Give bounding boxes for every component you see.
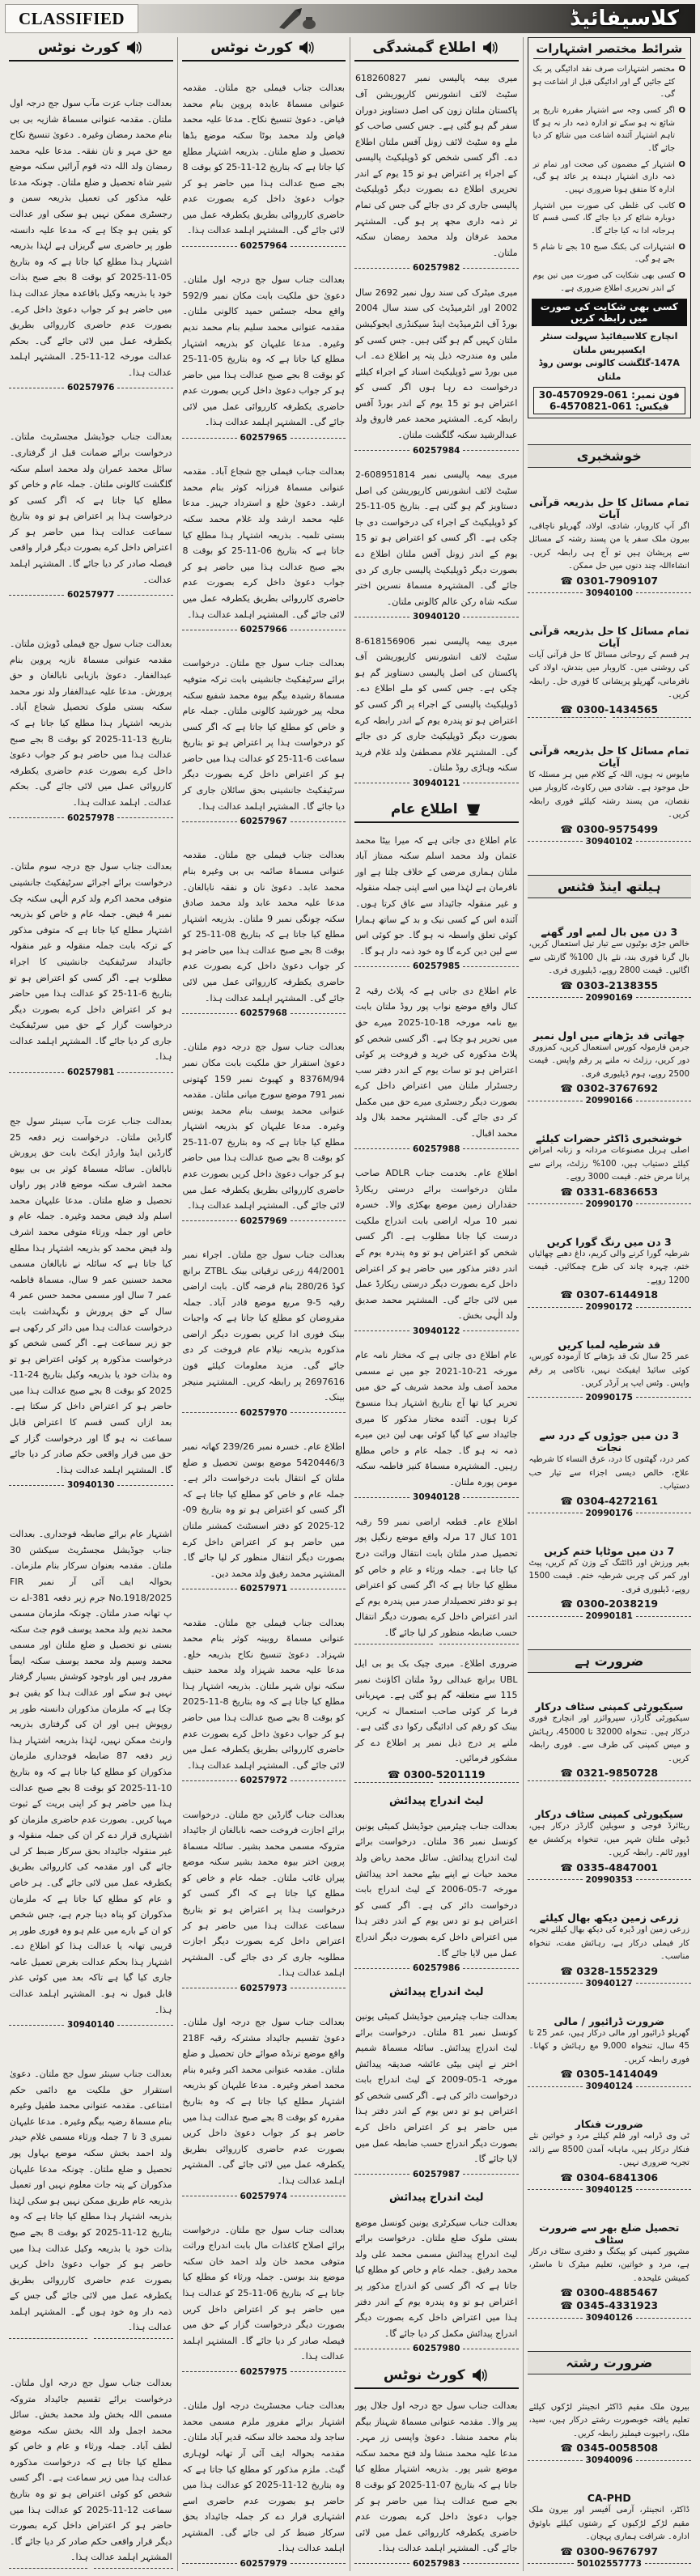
classified-ad bbox=[182, 2222, 346, 2379]
ad-ref-number: 30940126 bbox=[585, 2313, 633, 2323]
phone-number: فیکس: 061-4570821-6 bbox=[549, 401, 669, 413]
ad-ref bbox=[182, 2367, 346, 2377]
classified-ad bbox=[9, 428, 173, 602]
classified-ad bbox=[9, 1113, 173, 1492]
ad-text: اصلی ہربل مصنوعات مردانہ و زنانہ امراض کیلئے دستیاب ہیں، 100% رزلٹ، پرانے سے پرانا مرض ختم۔ قیمت 3000 روپے۔ bbox=[528, 1146, 689, 1182]
ad-title: 3 دن میں جوڑوں کے درد سے نجات bbox=[539, 1429, 680, 1454]
ad-ref bbox=[182, 2559, 346, 2569]
contact-line: انچارج کلاسیفائیڈ سہولت سنٹر ایکسپریس ملتان bbox=[541, 331, 678, 355]
ad-text: بعدالت جناب چیئرمین جوڈیشل کمیٹی یونین کونسل نمبر 81 ملتان۔ درخواست برائے لیٹ اندراج پیدائش۔ سائلہ مسماۃ شمیم اختر نے اپنی بیٹی عائشہ صدیقہ پیدائش مورخہ 1-05-2009 کے لیٹ اندراج بابت درخواست دائر کی ہے۔ اگر کسی شخص کو اعتراض ہو تو دس یوم کے اندر دفتر ہذا میں حاضر ہو کر اعتراض داخل کرے بصورت دیگر اندراج حسب ضابطہ عمل میں لایا جائے گا۔ bbox=[355, 2010, 518, 2165]
ad-ref bbox=[182, 241, 346, 251]
ad-text: اشتہار عام برائے ضابطہ فوجداری۔ بعدالت جناب جوڈیشل مجسٹریٹ سیکشن 30 ملتان۔ مقدمہ بعنوان سرکار بنام ملزمان۔ بحوالہ ایف آئی آر نمبر FIR No.1918/2025 جرم زیر دفعہ 381-اے ت پ تھانہ صدر ملتان۔ چونکہ ملزمان مسمی محمد ندیم ولد محمد یوسف قوم جٹ سکنہ بستی نو تحصیل و ضلع ملتان اور مسمی محمد وسیم ولد محمد یوسف سکنہ ایضاً مفرور ہیں اور باوجود کوشش بسیار گرفتار نہیں ہو سکے اور عدالت ہذا کو یقین ہو چکا ہے کہ ملزمان مذکوران دانستہ طور پر روپوش ہیں اور ان کی گرفتاری بذریعہ وارنٹ ممکن نہیں، لہٰذا بذریعہ اشتہار ہذا زیر دفعہ 87 ضابطہ فوجداری ملزمان مذکوران کو مطلع کیا جاتا ہے کہ وہ بتاریخ 10-11-2025 کو بوقت 8 بجے صبح عدالت ہذا میں حاضر ہو کر اپنی بریت کے ثبوت مہیا کریں۔ بصورت عدم حاضری ملزمان کو اشتہاری قرار دے کر ان کی جملہ منقولہ و غیر منقولہ جائیداد بحق سرکار ضبط کر لی جائے گی اور مقدمہ کی کارروائی بطریق یکطرفہ عمل میں لائی جائے گی۔ ہر خاص و عام کو مطلع کیا جاتا ہے کہ ملزمان مذکوران کو پناہ دینا جرم ہے، جس شخص کو ان کے بارے میں علم ہو وہ فوری طور پر قریبی تھانہ یا عدالت ہذا کو اطلاع دے۔ اشتہار ہذا بحکم عدالت بغرض تعمیل عامہ جاری کیا گیا ہے تاکہ بعد میں کوئی عذر قابل قبول نہ ہو۔ المشتہر اہلمد عدالت ہذا۔ bbox=[10, 1529, 172, 2015]
ad-text: بعدالت جناب فیملی جج ملتان۔ مقدمہ عنوانی مسماۃ صائمہ بی بی وغیرہ بنام محمد عابد۔ دعویٰ نان و نفقہ نابالغان۔ مدعا علیہ محمد عابد ولد محمد صادق سکنہ چونگی نمبر 9 ملتان۔ بذریعہ اشتہار مطلع کیا جاتا ہے کہ بتاریخ 08-11-25 کو بوقت 8 بجے صبح عدالت ہذا میں حاضر ہو کر جواب دعویٰ داخل کرے بصورت عدم حاضری یکطرفہ کارروائی عمل میں لائی جائے گی۔ المشتہر اہلمد عدالت ہذا۔ bbox=[182, 850, 345, 1004]
ad-text: میری میٹرک کی سند رول نمبر 2692 سال 2002 اور انٹرمیڈیٹ کی سند سال 2004 بورڈ آف انٹرمیڈیٹ اینڈ سیکنڈری ایجوکیشن ملتان کہیں گم ہو گئی ہیں۔ جس کسی کو ملیں وہ مندرجہ ذیل پتہ پر اطلاع دے۔ اب میں بورڈ سے ڈوپلیکیٹ اسناد کے اجراء کیلئے درخواست دے رہا ہوں اگر کسی کو اعتراض ہو تو 15 یوم کے اندر بورڈ آفس رابطہ کرے۔ المشتہر محمد عمر فاروق ولد عبدالرشید سکنہ گلگشت ملتان۔ bbox=[355, 286, 518, 441]
ad-ref-number: 20990175 bbox=[585, 1392, 633, 1403]
ad-text: بعدالت جناب سول جج ملتان۔ اجراء نمبر 44/2001 زرعی ترقیاتی بینک ZTBL برانچ کوڈ 280/26 بنام قرضہ گان۔ بابت اراضی رقبہ 5-9 مربع موضع قادر آباد۔ جملہ مقروضان کو مطلع کیا جاتا ہے کہ واجبات بینک فوری ادا کریں بصورت دیگر اراضی مذکورہ بذریعہ نیلام عام فروخت کر دی جائے گی۔ مزید معلومات کیلئے فون 2697616 پر رابطہ کریں۔ المشتہر منیجر بینک۔ bbox=[182, 1250, 345, 1403]
contact-line: 147A-گلگشت کالونی بوسن روڈ ملتان bbox=[538, 358, 680, 382]
ad-ref bbox=[9, 2020, 173, 2030]
ad-ref bbox=[182, 1776, 346, 1785]
ad-text: کمر درد، گھٹنوں کا درد، عرق النساء کا شرطیہ علاج، خالص دیسی اجزاء سے تیار حب دستیاب۔ bbox=[528, 1455, 689, 1492]
ad-ref-number: 30940100 bbox=[585, 588, 633, 598]
ad-phone: ☎ 0328-1552329 bbox=[560, 1964, 659, 1977]
classified-ad bbox=[182, 655, 346, 829]
ad-title: زرعی زمین دیکھ بھال کیلئے bbox=[539, 1912, 679, 1925]
classified-ad bbox=[354, 633, 519, 791]
ad-ref bbox=[182, 1408, 346, 1418]
phone-box bbox=[533, 387, 686, 414]
ad-ref-number: 60257967 bbox=[240, 817, 287, 827]
ad-ref-number: 50102557773 bbox=[576, 2558, 642, 2569]
ad-ref-number: 60257983 bbox=[413, 2558, 460, 2569]
ad-text: جرمن فارمولہ کورس استعمال کریں، کمزوری دور کریں، رزلٹ نہ ملنے پر رقم واپس۔ قیمت 2500 روپے، ہوم ڈیلیوری فری۔ bbox=[528, 1042, 689, 1079]
ad-ref bbox=[528, 1780, 692, 1781]
ad-text: بیرون ملک مقیم ڈاکٹر انجینئر لڑکوں کیلئے تعلیم یافتہ خوبصورت رشتے درکار ہیں، سید، ملک، راجپوت فیملیز رابطہ کریں۔ bbox=[528, 2402, 689, 2438]
section-header bbox=[354, 2365, 519, 2389]
columns-area bbox=[5, 37, 695, 2571]
ad-title: 7 دن میں موٹاپا ختم کریں bbox=[544, 1544, 675, 1557]
ad-phone: ☎ 0300-5201119 bbox=[387, 1768, 486, 1780]
ad-text: سیکیورٹی گارڈز، سپروائزر اور انچارج فوری درکار ہیں۔ تنخواہ 32000 تا 45000، رہائش و میس کمپنی کی طرف سے۔ فوری رابطہ کریں۔ bbox=[528, 1714, 689, 1763]
ad-phone: ☎ 0300-2038219 bbox=[560, 1598, 659, 1611]
ad-text: شرطیہ گورا کرنے والی کریم، داغ دھبے چھائیاں ختم، چہرہ چاند کی طرح چمکائیں۔ قیمت 1200 روپے۔ bbox=[528, 1249, 689, 1285]
classified-ad bbox=[9, 858, 173, 1080]
subsection-title: لیٹ اندراج پیدائش bbox=[388, 1985, 484, 1998]
ad-ref-number: 20990170 bbox=[585, 1199, 633, 1209]
ad-ref-number: 60257988 bbox=[413, 1144, 460, 1154]
ad-text: بعدالت جناب فیملی جج شجاع آباد۔ مقدمہ عنوانی مسماۃ فرزانہ کوثر بنام محمد ارشد۔ دعویٰ خلع و استرداد جہیز۔ مدعا علیہ محمد ارشد ولد غلام محمد سکنہ بستی تلمبہ۔ بذریعہ اشتہار ہذا مطلع کیا جاتا ہے کہ بتاریخ 06-11-25 کو بوقت 8 بجے صبح عدالت ہذا میں حاضر ہو کر جواب دعویٰ داخل کرے بصورت عدم حاضری کارروائی بطریق یکطرفہ عمل میں لائی جائے گی۔ المشتہر اہلمد عدالت ہذا۔ bbox=[182, 466, 345, 620]
ad-text: بعدالت جناب سول جج درجہ دوم ملتان۔ دعویٰ استقرار حق ملکیت بابت مکان نمبر 8376M/94 و کھیوٹ نمبر 159 کھتونی نمبر 791 موضع سورج میانی ملتان۔ مقدمہ عنوانی محمد یوسف بنام محمد یونس وغیرہ۔ مدعا علیہان کو بذریعہ اشتہار مطلع کیا جاتا ہے کہ وہ بتاریخ 07-11-25 کو بوقت 8 بجے صبح عدالت ہذا میں حاضر ہو کر جواب دعویٰ داخل کریں بصورت عدم حاضری کارروائی بطریق یکطرفہ عمل میں لائی جائے گی۔ المشتہر اہلمد عدالت ہذا۔ bbox=[182, 1042, 346, 1212]
ad-phone: ☎ 0345-0058508 bbox=[560, 2442, 659, 2455]
ad-text: مشہور کمپنی کو پیکنگ و دفتری سٹاف درکار ہے، مرد و خواتین، تعلیم میٹرک تا ماسٹر، کمیشن علیحدہ۔ bbox=[528, 2247, 689, 2283]
classified-ad bbox=[9, 635, 173, 825]
ad-ref bbox=[528, 2455, 692, 2465]
ad-ref bbox=[182, 817, 346, 826]
classified-column-1 bbox=[5, 37, 177, 2571]
classified-ad bbox=[528, 1428, 692, 1521]
ad-text: مایوس نہ ہوں، اللہ کے کلام میں ہر مسئلہ کا حل موجود ہے۔ شادی میں رکاوٹ، کاروبار میں نقصان، من پسند رشتہ کیلئے فوری رابطہ کریں۔ bbox=[528, 770, 689, 820]
ad-phone: ☎ 0335-4847001 bbox=[560, 1861, 659, 1874]
ad-text: بعدالت جناب گارڈین جج ملتان۔ درخواست برائے اجازت فروخت حصہ نابالغان از جائیداد متروکہ مسمی محمد بشیر۔ سائلہ مسماۃ پروین اختر بیوہ محمد بشیر سکنہ موضع پیراں غائب ملتان۔ جملہ عام و خاص کو مطلع کیا جاتا ہے کہ اگر کسی کو درخواست ہذا پر اعتراض ہو تو بتاریخ سماعت عدالت ہذا میں حاضر ہو کر اعتراض داخل کرے بصورت دیگر اجازت مطلوبہ جاری کر دی جائے گی۔ المشتہر اہلمد عدالت ہذا۔ bbox=[182, 1809, 345, 1979]
megaphone-icon bbox=[126, 40, 144, 55]
ad-text: اگر آپ کاروبار، شادی، اولاد، گھریلو ناچاقی، بیرون ملک سفر یا من پسند رشتہ کے مسائل سے پریشان ہیں تو آج ہی رابطہ کریں۔ انشاءاللہ چند دنوں میں حل ممکن۔ bbox=[528, 521, 689, 571]
ad-title: تحصیل ضلع بھر سے ضرورت سٹاف bbox=[539, 2221, 680, 2246]
ad-text: بعدالت جناب سینئر سول جج ملتان۔ دعویٰ استقرار حق ملکیت مع دائمی حکم امتناعی۔ مقدمہ عنوانی محمد طفیل وغیرہ بنام مسماۃ رضیہ بیگم وغیرہ۔ مدعا علیہان نمبری 3 تا 7 جملہ ورثاء مسمی غلام حیدر ولد احمد بخش سکنہ موضع بہاول پور تحصیل و ضلع ملتان۔ چونکہ مدعا علیہان مذکوران کے پتہ جات معلوم نہیں اور تعمیل بذریعہ عام طریق ممکن نہیں ہو سکی لہٰذا بذریعہ اشتہار ہذا مطلع کیا جاتا ہے کہ وہ بتاریخ 12-11-2025 کو بوقت 8 بجے صبح بذات خود یا بذریعہ وکیل عدالت ہذا میں حاضر ہو کر جواب دعویٰ داخل کریں بصورت عدم حاضری کارروائی بطریق یکطرفہ عمل میں لائی جائے گی جس کے ذمہ دار وہ خود ہوں گے۔ المشتہر اہلمد عدالت ہذا۔ bbox=[10, 2069, 172, 2333]
ad-ref bbox=[528, 1979, 692, 1988]
section-bar: ہیلتھ اینڈ فٹنس bbox=[528, 875, 692, 898]
ad-text: بعدالت جناب مجسٹریٹ درجہ اول ملتان۔ اشتہار برائے مفرور ملزم مسمی محمد ساجد ولد محمد خالد سکنہ قدیر آباد ملتان۔ مقدمہ بحوالہ ایف آئی آر تھانہ لوہاری گیٹ۔ ملزم مذکور کو مطلع کیا جاتا ہے کہ وہ بتاریخ 12-11-2025 کو عدالت ہذا میں حاضر ہو بصورت عدم حاضری اسے اشتہاری قرار دے کر جملہ جائیداد بحق سرکار ضبط کر لی جائے گی۔ المشتہر اہلمد عدالت ہذا۔ bbox=[182, 2400, 345, 2554]
section-header bbox=[9, 37, 173, 62]
megaphone-icon bbox=[299, 40, 316, 55]
classified-ad bbox=[182, 2397, 346, 2571]
ad-ref bbox=[528, 588, 692, 598]
classified-english-title: CLASSIFIED bbox=[5, 4, 138, 33]
ad-phone: ☎ 0304-6841306 bbox=[560, 2171, 659, 2183]
ad-ref bbox=[528, 1096, 692, 1106]
ad-ref-number: 30940120 bbox=[413, 612, 460, 622]
megaphone-icon bbox=[472, 2368, 490, 2383]
ad-ref bbox=[354, 2559, 519, 2569]
classified-ad bbox=[9, 95, 173, 395]
classified-column-2 bbox=[177, 37, 350, 2571]
ad-ref bbox=[528, 993, 692, 1003]
classified-ad bbox=[354, 1513, 519, 1647]
ad-ref-number: 60257970 bbox=[240, 1407, 287, 1418]
terms-bullet: O اشتہارات کی بکنگ صبح 10 بجے تا شام 5 بجے ہو گی۔ bbox=[533, 241, 686, 266]
ad-title: سیکیورٹی کمپنی سٹاف درکار bbox=[535, 1700, 684, 1713]
classified-ad bbox=[528, 924, 692, 1005]
ad-text: ریٹائرڈ فوجی و سویلین گارڈز درکار ہیں، ڈیوٹی ملتان شہر میں، تنخواہ پرکشش مع اوور ٹائم۔ رابطہ کریں۔ bbox=[528, 1822, 689, 1858]
ad-text: بعدالت جناب سول جج فیملی ڈویژن ملتان۔ مقدمہ عنوانی مسماۃ نازیہ پروین بنام عبدالغفار۔ دعویٰ بازیابی نابالغان و حق پرورش۔ مدعا علیہ عبدالغفار ولد نور محمد سکنہ بستی ملوک تحصیل شجاع آباد۔ بذریعہ اشتہار ہذا مطلع کیا جاتا ہے کہ بتاریخ 13-11-2025 کو بوقت 8 بجے صبح عدالت ہذا میں حاضر ہو کر جواب دعویٰ داخل کرے بصورت عدم حاضری یکطرفہ کارروائی عمل میں لائی جائے گی۔ بحکم عدالت۔ اہلمد عدالت ہذا۔ bbox=[10, 639, 172, 808]
ad-text: بعدالت جناب فیملی جج ملتان۔ مقدمہ عنوانی مسماۃ عابدہ پروین بنام محمد فیاض۔ دعویٰ تنسیخ نکاح۔ مدعا علیہ محمد فیاض ولد محمد بوٹا سکنہ موضع بڈھا تحصیل و ضلع ملتان۔ بذریعہ اشتہار مطلع کیا جاتا ہے کہ بتاریخ 12-11-25 کو بوقت 8 بجے صبح عدالت ہذا میں حاضر ہو کر جواب دعویٰ داخل کرے بصورت عدم حاضری کارروائی بطریق یکطرفہ عمل میں لائی جائے گی۔ المشتہر اہلمد عدالت ہذا۔ bbox=[182, 83, 346, 236]
classified-column-4 bbox=[523, 37, 696, 2571]
ad-phone: ☎ 0303-2138355 bbox=[560, 978, 659, 991]
section-header bbox=[354, 799, 519, 823]
ad-phone: ☎ 0301-7909107 bbox=[560, 574, 659, 587]
ad-ref-number: 60257966 bbox=[240, 625, 287, 635]
ad-text: بعدالت جناب عزت مآب سول جج درجہ اول ملتان۔ مقدمہ عنوانی مسماۃ شازیہ بی بی بنام محمد رمضان وغیرہ۔ دعویٰ تنسیخ نکاح مع حق مہر و نان نفقہ۔ مدعا علیہ محمد رمضان ولد اللہ دتہ قوم آرائیں سکنہ موضع شیر شاہ تحصیل و ضلع ملتان۔ چونکہ مدعا علیہ مذکور کی تعمیل بذریعہ سمن و رجسٹری ممکن نہیں ہو سکی اور عدالت کو یقین ہو چکا ہے کہ مدعا علیہ دانستہ طور پر حاضری سے گریزاں ہے لہٰذا بذریعہ اشتہار ہذا مطلع کیا جاتا ہے کہ وہ بتاریخ 05-11-2025 کو بوقت 8 بجے صبح بذات خود یا بذریعہ وکیل باقاعدہ مجاز عدالت ہذا میں حاضر ہو کر جواب دعویٰ داخل کرے۔ بصورت عدم حاضری کارروائی بطریق یکطرفہ عمل میں لائی جائے گی۔ بحکم عدالت مورخہ 12-11-25۔ المشتہر اہلمد عدالت ہذا۔ bbox=[10, 97, 172, 378]
ad-text: بعدالت جناب سول جج درجہ اول ملتان۔ درخواست برائے تقسیم جائیداد متروکہ مسمی اللہ بخش ولد محمد بخش۔ سائل محمد اجمل ولد اللہ بخش سکنہ موضع لطف آباد۔ جملہ ورثاء و عام و خاص کو مطلع کیا جاتا ہے کہ درخواست مذکورہ عدالت ہذا میں زیر سماعت ہے۔ اگر کسی شخص کو کوئی اعتراض ہو تو وہ بتاریخ سماعت 12-11-2025 کو عدالت ہذا میں حاضر ہو کر اعتراض داخل کرے بصورت دیگر قرار واقعی حکم صادر کر دیا جائے گا۔ المشتہر اہلمد عدالت ہذا۔ bbox=[10, 2377, 172, 2563]
ad-ref-number: 20990172 bbox=[585, 1302, 633, 1313]
classified-ad bbox=[528, 1028, 692, 1109]
ad-ref-number: 60257968 bbox=[240, 1008, 287, 1019]
classified-ad bbox=[182, 1806, 346, 1996]
ad-text: عمر 25 سال تک قد بڑھانے کا آزمودہ کورس، کوئی سائیڈ ایفیکٹ نہیں، ناکامی پر رقم واپس۔ وٹس ایپ پر آرڈر کریں۔ bbox=[528, 1352, 690, 1389]
section-header bbox=[354, 37, 519, 62]
classified-ad bbox=[354, 1165, 519, 1339]
ad-ref-number: 60257985 bbox=[413, 961, 460, 972]
classified-ad bbox=[354, 284, 519, 458]
ad-ref bbox=[528, 1875, 692, 1885]
ad-ref bbox=[354, 612, 519, 622]
classified-urdu-title: کلاسیفائیڈ bbox=[570, 6, 679, 31]
section-title: کورٹ نوٹس bbox=[383, 2366, 465, 2383]
ad-ref bbox=[528, 2082, 692, 2091]
ad-ref-number: 60257971 bbox=[240, 1584, 287, 1594]
ad-phone: ☎ 0300-9676797 bbox=[560, 2544, 659, 2557]
ad-ref-number: 60257965 bbox=[240, 433, 287, 443]
ad-ref bbox=[354, 1326, 519, 1336]
ad-ref-number: 60257981 bbox=[67, 1067, 115, 1077]
ad-text: بعدالت جناب سول جج ملتان۔ درخواست برائے سرٹیفکیٹ جانشینی بابت ترکہ متوفیہ مسماۃ رشیدہ بیگم بیوہ محمد شفیع سکنہ محلہ پیر خورشید کالونی ملتان۔ جملہ عام و خاص کو مطلع کیا جاتا ہے کہ اگر کسی کو درخواست ہذا پر اعتراض ہو تو بتاریخ سماعت 6-11-25 کو عدالت ہذا میں حاضر ہو کر اعتراض داخل کرے بصورت دیگر سرٹیفکیٹ جانشینی بحق سائلان جاری کر دیا جائے گا۔ المشتہر اہلمد عدالت ہذا۔ bbox=[182, 658, 345, 812]
section-title: اطلاع عام bbox=[390, 801, 458, 818]
classified-ad bbox=[354, 1655, 519, 1785]
ad-ref bbox=[9, 383, 173, 393]
ad-ref bbox=[528, 1611, 692, 1621]
ad-ref bbox=[9, 2568, 173, 2569]
ad-text: بعدالت جناب عزت مآب سینئر سول جج گارڈین ملتان۔ درخواست زیر دفعہ 25 گارڈین اینڈ وارڈز ایکٹ بابت حق پرورش نابالغان۔ سائلہ مسماۃ کوثر بی بی بیوہ محمد اشرف سکنہ موضع قادر پور راواں تحصیل و ضلع ملتان۔ مدعا علیہان محمد اسلم ولد فیض محمد وغیرہ۔ جملہ عام و خاص اور جملہ ورثاء متوفی محمد اشرف ولد فیض محمد کو بذریعہ اشتہار ہذا مطلع کیا جاتا ہے کہ سائلہ نے نابالغان مسمی محمد حسنین عمر 9 سال، مسماۃ فاطمہ عمر 7 سال اور مسمی محمد حسن عمر 4 سال کے حق پرورش و نگہداشت بابت درخواست عدالت ہذا میں دائر کر رکھی ہے جو زیر سماعت ہے۔ اگر کسی شخص کو درخواست مذکورہ پر کوئی اعتراض ہو تو وہ بذات خود یا بذریعہ وکیل بتاریخ 24-11-2025 کو بوقت 8 بجے صبح عدالت ہذا میں حاضر ہو کر اعتراض داخل کر سکتا ہے۔ بعد ازاں کسی قسم کا اعتراض قابل سماعت نہ ہو گا اور درخواست گزار کے حق میں قرار واقعی حکم صادر کر دیا جائے گا۔ المشتہر اہلمد عدالت ہذا۔ bbox=[10, 1115, 172, 1475]
ad-text: بعدالت جناب جوڈیشل مجسٹریٹ ملتان۔ درخواست برائے ضمانت قبل از گرفتاری۔ سائل محمد عمران ولد محمد اسلم سکنہ گلگشت کالونی ملتان۔ جملہ عام و خاص کو مطلع کیا جاتا ہے کہ اگر کسی کو درخواست ہذا پر اعتراض ہو تو وہ بتاریخ سماعت عدالت ہذا میں حاضر ہو کر اعتراض داخل کرے بصورت دیگر قرار واقعی فیصلہ صادر کر دیا جائے گا۔ المشتہر اہلمد عدالت۔ bbox=[10, 431, 172, 585]
classified-ad bbox=[354, 2008, 519, 2182]
ad-ref bbox=[354, 1492, 519, 1502]
ad-ref-number: 60257982 bbox=[413, 263, 460, 274]
ad-ref-number: 30940140 bbox=[67, 2020, 115, 2031]
terms-box bbox=[528, 37, 692, 418]
ad-ref bbox=[9, 2338, 173, 2339]
ad-ref-number: 60257973 bbox=[240, 1983, 287, 1993]
ad-ref bbox=[182, 1008, 346, 1018]
ad-ref-number: 30940125 bbox=[585, 2184, 633, 2195]
ad-title: 3 دن میں بال لمبے اور گھنے bbox=[541, 925, 678, 938]
ad-ref bbox=[354, 2170, 519, 2179]
phone-number: فون نمبر: 061-4570929-30 bbox=[538, 389, 680, 401]
ad-ref bbox=[528, 1199, 692, 1209]
classified-ad bbox=[528, 2116, 692, 2197]
ad-ref-number: 60257977 bbox=[67, 590, 115, 601]
ad-phone: ☎ 0300-4885467 bbox=[560, 2286, 659, 2299]
ad-text: عام اطلاع دی جاتی ہے کہ میرا بیٹا محمد عثمان ولد محمد اسلم سکنہ ممتاز آباد ملتان ہماری مرضی کے خلاف چلتا ہے اور نافرمان ہے لہٰذا میں اسے اپنی جملہ منقولہ و غیر منقولہ جائیداد سے عاق کرتا ہوں۔ آئندہ اس کے کسی نیک و بد کے ساتھ ہمارا کوئی تعلق واسطہ نہ ہو گا۔ جو کوئی اس سے لین دین کرے گا وہ خود ذمہ دار ہو گا۔ bbox=[355, 834, 518, 957]
ad-text: خالص جڑی بوٹیوں سے تیار تیل استعمال کریں، بال گرنا فوری بند، نئے بال 100% گارنٹی سے اگائیں۔ قیمت 2800 روپے، ڈیلیوری فری۔ bbox=[528, 939, 689, 976]
classified-ad bbox=[528, 2490, 692, 2571]
pen-inkwell-icon bbox=[276, 6, 318, 34]
ad-ref-number: 60257974 bbox=[240, 2191, 287, 2201]
ad-title: ضرورت فنکار bbox=[575, 2118, 643, 2131]
classified-ad bbox=[9, 2065, 173, 2341]
classified-ad bbox=[182, 1038, 346, 1228]
ad-phone: ☎ 0307-6144918 bbox=[560, 1288, 659, 1301]
ad-ref bbox=[182, 1984, 346, 1993]
classified-ad bbox=[528, 1910, 692, 1991]
classified-ad bbox=[528, 743, 692, 849]
classified-ad bbox=[354, 1347, 519, 1504]
ad-ref bbox=[182, 433, 346, 443]
ad-ref-number: 60257972 bbox=[240, 1776, 287, 1786]
section-bar: ضرورت ہے bbox=[528, 1649, 692, 1673]
ad-ref-number: 60257987 bbox=[413, 2169, 460, 2179]
ad-phone: ☎ 0302-3767692 bbox=[560, 1082, 659, 1095]
ad-phone: ☎ 0331-6836653 bbox=[560, 1185, 659, 1198]
classified-ad bbox=[354, 832, 519, 974]
terms-bullet: O کاتب کی غلطی کی صورت میں اشتہار دوبارہ شائع کر دیا جائے گا، کسی قسم کا ہرجانہ ادا نہ کیا جائے گا۔ bbox=[533, 200, 686, 238]
ad-ref-number: 60257975 bbox=[240, 2366, 287, 2377]
ad-ref bbox=[354, 2344, 519, 2353]
ad-ref bbox=[182, 2192, 346, 2201]
ad-phone: ☎ 0300-1434565 bbox=[560, 702, 659, 715]
classified-ad bbox=[182, 1615, 346, 1789]
classified-ad bbox=[182, 271, 346, 445]
terms-bullet: O اگر کسی وجہ سے اشتہار مقررہ تاریخ پر شائع نہ ہو سکے تو ادارہ ذمہ دار نہ ہو گا تاہم اشتہار آئندہ اشاعت میں شائع کر دیا جائے گا۔ bbox=[533, 104, 686, 155]
masthead-banner bbox=[138, 4, 695, 33]
ad-ref bbox=[528, 1393, 692, 1403]
ad-text: عام اطلاع دی جاتی ہے کہ مختار نامہ عام مورخہ 21-10-2021 جو میں نے مسمی محمد آصف ولد محمد شریف کے حق میں تحریر کیا تھا آج بتاریخ اشتہار ہذا منسوخ کرتا ہوں۔ آئندہ مختار مذکور کا میری جائیداد سے کیا گیا کوئی بھی لین دین میرے ذمہ نہ ہو گا۔ جملہ عام و خاص مطلع رہیں۔ المشتہرہ مسماۃ کنیز فاطمہ سکنہ مومن پورہ ملتان۔ bbox=[355, 1350, 518, 1487]
ad-ref-number: 20990166 bbox=[585, 1096, 633, 1106]
ad-ref bbox=[9, 590, 173, 600]
classified-ad bbox=[528, 1543, 692, 1624]
ad-ref-number: 30940122 bbox=[413, 1326, 460, 1336]
masthead bbox=[5, 4, 695, 33]
ad-ref-number: 30940121 bbox=[413, 778, 460, 788]
ad-ref-number: 30940128 bbox=[413, 1492, 460, 1503]
ad-text: ڈاکٹر، انجینئر، آرمی آفیسر اور بیرون ملک مقیم لڑکے لڑکیوں کے رشتوں کیلئے باوثوق ادارہ۔ شرافت ہماری پہچان۔ bbox=[528, 2506, 689, 2542]
ad-text: بعدالت جناب سول جج درجہ سوم ملتان۔ درخواست برائے اجرائے سرٹیفکیٹ جانشینی متوفی محمد اکرم ولد کرم الٰہی سکنہ چک نمبر 4 فیض۔ جملہ عام و خاص کو بذریعہ اشتہار مطلع کیا جاتا ہے کہ متوفی مذکور کے ترکہ بابت جملہ منقولہ و غیر منقولہ جائیداد سرٹیفکیٹ جانشینی کا اجراء مطلوب ہے۔ اگر کسی کو اعتراض ہو تو بتاریخ 6-11-25 کو عدالت ہذا میں حاضر ہو کر اعتراض داخل کرے بصورت دیگر درخواست گزار کے حق میں سرٹیفکیٹ جاری کر دیا جائے گا۔ المشتہر اہلمد عدالت ہذا۔ bbox=[10, 861, 172, 1063]
terms-bullet: O اشتہار کے مضمون کی صحت اور تمام تر ذمہ داری اشتہار دہندہ پر عائد ہو گی، ادارہ کا متفق ہونا ضروری نہیں۔ bbox=[533, 159, 686, 197]
ad-ref-number: 30940102 bbox=[585, 836, 633, 847]
ad-ref bbox=[9, 1067, 173, 1077]
ad-ref bbox=[354, 446, 519, 456]
complaint-bar: کسی بھی شکایت کی صورت میں رابطہ کریں bbox=[532, 299, 688, 326]
ad-ref-number: 60257969 bbox=[240, 1216, 287, 1226]
ad-ref-number: 60257964 bbox=[240, 241, 287, 252]
ad-text: اطلاع عام۔ خسرہ نمبر 239/26 کھاتہ نمبر 5420446/3 موضع بوسن تحصیل و ضلع ملتان کے انتقال بابت درخواست دائر ہے۔ جملہ عام و خاص کو مطلع کیا جاتا ہے کہ اگر کسی کو اعتراض ہو تو وہ بتاریخ 09-12-2025 کو دفتر اسسٹنٹ کمشنر ملتان میں حاضر ہو کر اعتراض داخل کرے بصورت دیگر انتقال منظور کر لیا جائے گا۔ المشتہر محمد رفیق ولد محمد دین۔ bbox=[182, 1441, 345, 1579]
ad-title: تمام مسائل کا حل بذریعہ قرآنی آیات bbox=[528, 744, 689, 769]
ad-text: ہر قسم کے روحانی مسائل کا حل قرآنی آیات کی روشنی میں۔ کاروبار میں بندش، اولاد کی نافرمانی، گھریلو پریشانی کا فوری حل۔ رابطہ کریں۔ bbox=[528, 650, 689, 700]
ad-ref bbox=[354, 961, 519, 971]
section-title: اطلاع گمشدگی bbox=[372, 40, 477, 56]
ad-ref bbox=[528, 2313, 692, 2323]
classified-ad bbox=[182, 463, 346, 637]
section-bar: خوشخبری bbox=[528, 444, 692, 468]
ad-phone: ☎ 0300-9575499 bbox=[560, 822, 659, 835]
classified-ad bbox=[182, 1438, 346, 1596]
ad-ref-number: 60257980 bbox=[413, 2344, 460, 2354]
ad-text: بعدالت جناب سول جج ملتان۔ درخواست برائے اصلاح کاغذات مال بابت اندراج وراثت متوفی محمد خان ولد احمد خان سکنہ موضع بند بوسن۔ جملہ ورثاء کو مطلع کیا جاتا ہے کہ بتاریخ 06-11-25 کو عدالت ہذا میں حاضر ہو کر اعتراض داخل کریں بصورت دیگر درخواست گزار کے حق میں فیصلہ صادر کر دیا جائے گا۔ المشتہر اہلمد عدالت ہذا۔ bbox=[182, 2224, 345, 2362]
ad-ref bbox=[354, 1963, 519, 1973]
ad-title: چھاتی قد بڑھانے میں اول نمبر bbox=[533, 1029, 685, 1042]
ad-ref-number: 30940096 bbox=[585, 2455, 633, 2466]
ad-text: ضروری اطلاع۔ میری چیک بک یو بی ایل UBL برانچ عبدالی روڈ ملتان اکاؤنٹ نمبر 115 سے متعلقہ گم ہو گئی ہے۔ مہربانی فرما کر کوئی صاحب استعمال نہ کریں، بینک کو رقم کی ادائیگی رکوا دی گئی ہے۔ ملنے پر درج ذیل نمبر پر اطلاع دے کر مشکور فرمائیں۔ bbox=[355, 1657, 518, 1764]
classified-ad bbox=[528, 623, 692, 720]
ad-text: میری بیمہ پالیسی نمبر 618260827 سٹیٹ لائف انشورنس کارپوریشن آف پاکستان ملتان زون کی اصل دستاویز دوران سفر گم ہو گئی ہے۔ جس کسی صاحب کو ملے وہ سٹیٹ لائف زونل آفس ملتان اطلاع دے۔ اگر کسی شخص کو ڈوپلیکیٹ پالیسی کے اجراء پر اعتراض ہو تو 15 یوم کے اندر تحریری اطلاع دے بصورت دیگر ڈوپلیکیٹ پالیسی جاری کر دی جائے گی جس کی تمام تر ذمہ داری مجھ پر ہو گی۔ المشتہر محمد عرفان ولد محمد رمضان سکنہ ملتان۔ bbox=[355, 73, 518, 258]
ad-ref bbox=[528, 2559, 692, 2569]
classified-ad bbox=[182, 79, 346, 253]
ad-text: اطلاع عام۔ قطعہ اراضی نمبر 59 رقبہ 101 کنال 17 مرلہ واقع موضع رنگیل پور تحصیل صدر ملتان بابت انتقال وراثت درج کیا جانا ہے۔ جملہ ورثاء و عام و خاص کو مطلع کیا جاتا ہے کہ اگر کسی کو اعتراض ہو تو دفتر تحصیلدار صدر میں پندرہ یوم کے اندر اعتراض داخل کرے بصورت دیگر انتقال حسب ضابطہ منظور کر لیا جائے گا۔ bbox=[355, 1516, 518, 1638]
ad-text: بعدالت جناب سول جج درجہ اول ملتان۔ دعویٰ تقسیم جائیداد مشترکہ رقبہ 218F واقع موضع ترنڈہ صوائے خان تحصیل و ضلع ملتان۔ مقدمہ عنوانی محمد اکبر وغیرہ بنام محمد اصغر وغیرہ۔ مدعا علیہان کو بذریعہ اشتہار مطلع کیا جاتا ہے کہ وہ بتاریخ مقررہ کو بوقت 8 بجے صبح عدالت ہذا میں حاضر ہو کر جواب دعویٰ داخل کریں بصورت عدم حاضری کارروائی بطریق یکطرفہ عمل میں لائی جائے گی۔ المشتہر اہلمد عدالت ہذا۔ bbox=[182, 2017, 345, 2186]
ad-text: بعدالت جناب سیکرٹری یونین کونسل موضع بستی ملوک ضلع ملتان۔ درخواست برائے لیٹ اندراج پیدائش مسمی محمد علی ولد محمد رفیق۔ جملہ عام و خاص کو مطلع کیا جاتا ہے کہ اگر کسی کو اندراج مذکور پر اعتراض ہو تو وہ پندرہ یوم کے اندر دفتر ہذا میں اعتراض داخل کرے بصورت دیگر اندراج پیدائش مکمل کر دیا جائے گا۔ bbox=[355, 2217, 518, 2339]
ad-ref bbox=[528, 2185, 692, 2195]
ad-ref-number: 20990353 bbox=[585, 1874, 633, 1885]
subsection-title: لیٹ اندراج پیدائش bbox=[388, 2192, 484, 2205]
classified-ad bbox=[528, 1131, 692, 1212]
ad-ref bbox=[9, 1480, 173, 1490]
ad-ref bbox=[528, 1302, 692, 1312]
ad-ref-number: 60257976 bbox=[67, 383, 115, 393]
ad-title: تمام مسائل کا حل بذریعہ قرآنی آیات bbox=[528, 495, 689, 520]
ad-text: زرعی زمین اور ڈیرہ کی دیکھ بھال کیلئے تجربہ کار فیملی درکار ہے، رہائش مفت، تنخواہ مناسب۔ bbox=[528, 1925, 689, 1962]
ad-ref bbox=[354, 263, 519, 273]
ad-ref bbox=[9, 813, 173, 823]
ad-text: بعدالت جناب سول جج درجہ اول ملتان۔ دعویٰ حق ملکیت بابت مکان نمبر 592/9 واقع محلہ جسٹس حمید کالونی ملتان۔ مقدمہ عنوانی محمد سلیم بنام محمد ندیم وغیرہ۔ مدعا علیہان کو بذریعہ اشتہار مطلع کیا جاتا ہے کہ وہ بتاریخ 05-11-25 کو بوقت 8 بجے صبح عدالت ہذا میں حاضر ہو کر جواب دعویٰ داخل کریں بصورت عدم حاضری یکطرفہ کارروائی عمل میں لائی جائے گی۔ المشتہر اہلمد عدالت ہذا۔ bbox=[182, 274, 345, 428]
ad-phone: ☎ 0321-9850728 bbox=[560, 1767, 659, 1780]
classified-ad bbox=[354, 2397, 519, 2571]
terms-bullet: O مختصر اشتہارات صرف نقد ادائیگی پر بک کئے جائیں گے اور ادائیگی قبل از اشاعت ہو گی۔ bbox=[533, 63, 686, 101]
ad-ref-number: 30940127 bbox=[585, 1978, 633, 1988]
classified-ad bbox=[354, 70, 519, 275]
terms-title: شرائط مختصر اشتہارات bbox=[533, 41, 686, 59]
ad-ref bbox=[354, 1144, 519, 1154]
ad-text: میری بیمہ پالیسی نمبر 608951814-2 سٹیٹ لائف انشورنس کارپوریشن کی اصل دستاویز گم ہو گئی ہے۔ بتاریخ 05-11-25 کو ڈوپلیکیٹ کے اجراء کی درخواست دی جا چکی ہے۔ اگر کسی کو اعتراض ہو تو 15 یوم کے اندر زونل آفس ملتان اطلاع دے بصورت دیگر ڈوپلیکیٹ پالیسی جاری کر دی جائے گی۔ المشتہرہ مسماۃ نسرین اختر سکنہ شاہ رکن عالم کالونی ملتان۔ bbox=[355, 469, 518, 607]
classified-ad bbox=[528, 494, 692, 601]
terms-bullet: O کسی بھی شکایت کی صورت میں تین یوم کے اندر تحریری اطلاع ضروری ہے۔ bbox=[533, 269, 686, 295]
ad-ref bbox=[182, 1584, 346, 1594]
classified-ad bbox=[182, 847, 346, 1021]
classified-ad bbox=[528, 2401, 692, 2468]
section-title: کورٹ نوٹس bbox=[210, 40, 293, 56]
ad-phone: ☎ 0345-4331923 bbox=[560, 2299, 659, 2312]
classified-ad bbox=[528, 2220, 692, 2326]
section-bar: ضرورت رشتہ bbox=[528, 2351, 692, 2374]
classified-ad bbox=[354, 2214, 519, 2357]
ad-text: گھریلو ڈرائیور اور مالی درکار ہیں، عمر 25 تا 45 سال، تنخواہ 9,000 مع رہائش و کھانا۔ فوری رابطہ کریں۔ bbox=[528, 2028, 689, 2065]
ad-ref-number: 60257979 bbox=[240, 2558, 287, 2569]
section-title: کورٹ نوٹس bbox=[37, 40, 120, 56]
ad-ref-number: 30940124 bbox=[585, 2082, 633, 2092]
ad-title: 3 دن میں رنگ گورا کریں bbox=[546, 1235, 672, 1248]
cup-icon bbox=[465, 802, 482, 817]
ad-phone: ☎ 0305-1414049 bbox=[560, 2068, 659, 2081]
classified-ad bbox=[182, 2014, 346, 2203]
classified-ad bbox=[528, 1699, 692, 1784]
ad-text: عام اطلاع دی جاتی ہے کہ پلاٹ رقبہ 2 کنال واقع موضع نواب پور روڈ ملتان بابت بیع نامہ مورخہ 18-10-2025 میرے حق میں تحریر ہو چکا ہے۔ اگر کسی شخص کو پلاٹ مذکورہ کی خرید و فروخت پر کوئی اعتراض ہو تو سات یوم کے اندر دفتر سب رجسٹرار ملتان میں اعتراض داخل کرے بصورت دیگر رجسٹری میرے حق میں مکمل کر دی جائے گی۔ المشتہر محمد بلال ولد محمد اقبال۔ bbox=[355, 985, 518, 1139]
ad-text: اطلاع عام۔ بخدمت جناب ADLR صاحب ملتان درخواست برائے درستی ریکارڈ حقداران زمین موضع بھکڑی والا۔ خسرہ نمبر 10 مرلہ اراضی بابت اندراج ملکیت درست کیا جانا مطلوب ہے۔ اگر کسی شخص کو اعتراض ہو تو وہ پندرہ یوم کے اندر دفتر مذکور میں حاضر ہو کر اعتراض داخل کرے بصورت دیگر درستی ریکارڈ عمل میں لائی جائے گی۔ المشتہر محمد صدیق ولد الٰہی بخش۔ bbox=[355, 1168, 518, 1322]
classified-column-3 bbox=[350, 37, 523, 2571]
ad-ref-number: 30940130 bbox=[67, 1480, 115, 1491]
ad-ref bbox=[354, 779, 519, 788]
megaphone-icon bbox=[482, 40, 500, 55]
classified-ad bbox=[354, 982, 519, 1156]
subsection-title: لیٹ اندراج پیدائش bbox=[388, 1795, 484, 1808]
ad-text: بعدالت جناب چیئرمین جوڈیشل کمیٹی یونین کونسل نمبر 36 ملتان۔ درخواست برائے لیٹ اندراج پیدائش۔ سائل محمد ریاض ولد محمد حیات نے اپنے بیٹے محمد احد پیدائش مورخہ 7-05-2006 کے لیٹ اندراج بابت درخواست دائر کی ہے۔ اگر کسی کو اعتراض ہو تو دس یوم کے اندر دفتر ہذا میں اعتراض داخل کرے بصورت دیگر اندراج عمل میں لایا جائے گا۔ bbox=[355, 1820, 518, 1959]
ad-ref bbox=[182, 1216, 346, 1226]
section-header bbox=[182, 37, 346, 62]
classified-ad bbox=[9, 1526, 173, 2032]
ad-ref-number: 20990176 bbox=[585, 1508, 633, 1518]
ad-title: خوشخبری ڈاکٹر حضرات کیلئے bbox=[536, 1132, 683, 1145]
classified-ad bbox=[528, 1806, 692, 1887]
ad-title: ضرورت ڈرائیور / مالی bbox=[554, 2014, 665, 2027]
classified-ad bbox=[354, 466, 519, 624]
ad-ref bbox=[528, 717, 692, 718]
ad-title: سیکیورٹی کمپنی سٹاف درکار bbox=[535, 1808, 684, 1821]
ad-title: تمام مسائل کا حل بذریعہ قرآنی آیات bbox=[528, 624, 689, 649]
classified-ad bbox=[528, 2014, 692, 2094]
ad-text: ٹی وی ڈرامہ اور فلم کیلئے مرد و خواتین نئے فنکار درکار ہیں، ماہانہ آمدن 8500 سے زائد، تجربہ ضروری نہیں۔ bbox=[528, 2132, 689, 2168]
classified-ad bbox=[528, 1337, 692, 1405]
classified-ad bbox=[182, 1246, 346, 1420]
ad-text: میری بیمہ پالیسی نمبر 618156906-8 سٹیٹ لائف انشورنس کارپوریشن آف پاکستان کی اصل پالیسی دستاویز گم ہو چکی ہے۔ جس کسی کو ملے اطلاع دے۔ ڈوپلیکیٹ پالیسی کے اجراء پر اگر کسی کو اعتراض ہو تو پندرہ یوم کے اندر رابطہ کرے بصورت دیگر ڈوپلیکیٹ جاری کر دی جائے گی۔ المشتہر غلام مصطفیٰ ولد غلام فرید سکنہ وہاڑی روڈ ملتان۔ bbox=[355, 635, 518, 774]
ad-ref bbox=[354, 1782, 519, 1783]
ad-ref-number: 20990181 bbox=[585, 1611, 633, 1622]
ad-ref bbox=[528, 837, 692, 847]
classified-ad bbox=[9, 2374, 173, 2571]
ad-ref bbox=[182, 625, 346, 634]
ad-text: بعدالت جناب سول جج درجہ اول جلال پور پیر والا۔ مقدمہ عنوانی مسماۃ شہناز بیگم بنام محمد منشا۔ دعویٰ واپسی زر مہر۔ مدعا علیہ محمد منشا ولد فتح محمد سکنہ موضع شیر پور۔ بذریعہ اشتہار مطلع کیا جاتا ہے کہ بتاریخ 07-11-2025 کو بوقت 8 بجے صبح عدالت ہذا میں حاضر ہو کر جواب دعویٰ داخل کرے بصورت عدم حاضری یکطرفہ کارروائی عمل میں لائی جائے گی۔ المشتہر اہلمد عدالت ہذا۔ bbox=[355, 2400, 518, 2554]
ad-title: CA-PHD bbox=[587, 2492, 631, 2505]
ad-ref-number: 60257986 bbox=[413, 1963, 460, 1974]
ad-ref-number: 60257978 bbox=[67, 813, 115, 823]
ad-phone: ☎ 0304-4272161 bbox=[560, 1494, 659, 1507]
ad-text: بغیر ورزش اور ڈائٹنگ کے وزن کم کریں، پیٹ اور کمر کی چربی شرطیہ ختم۔ قیمت 1500 روپے، ڈیلیوری فری۔ bbox=[528, 1558, 689, 1594]
ad-ref-number: 60257984 bbox=[413, 445, 460, 456]
ad-text: بعدالت جناب فیملی جج ملتان۔ مقدمہ عنوانی مسماۃ روبینہ کوثر بنام محمد شہزاد۔ دعویٰ تنسیخ نکاح بذریعہ خلع۔ مدعا علیہ محمد شہزاد ولد محمد حنیف سکنہ نواں شہر ملتان۔ بذریعہ اشتہار ہذا مطلع کیا جاتا ہے کہ وہ بتاریخ 8-11-2025 کو بوقت 8 بجے صبح عدالت ہذا میں حاضر ہو کر جواب دعویٰ داخل کرے بصورت عدم حاضری کارروائی بطریق یکطرفہ عمل میں لائی جائے گی۔ المشتہر اہلمد عدالت ہذا۔ bbox=[182, 1617, 345, 1771]
classified-ad bbox=[528, 1234, 692, 1315]
ad-ref bbox=[528, 1509, 692, 1518]
ad-title: قد شرطیہ لمبا کریں bbox=[558, 1339, 661, 1352]
classified-ad bbox=[354, 1818, 519, 1975]
ad-ref-number: 20990169 bbox=[585, 992, 633, 1003]
